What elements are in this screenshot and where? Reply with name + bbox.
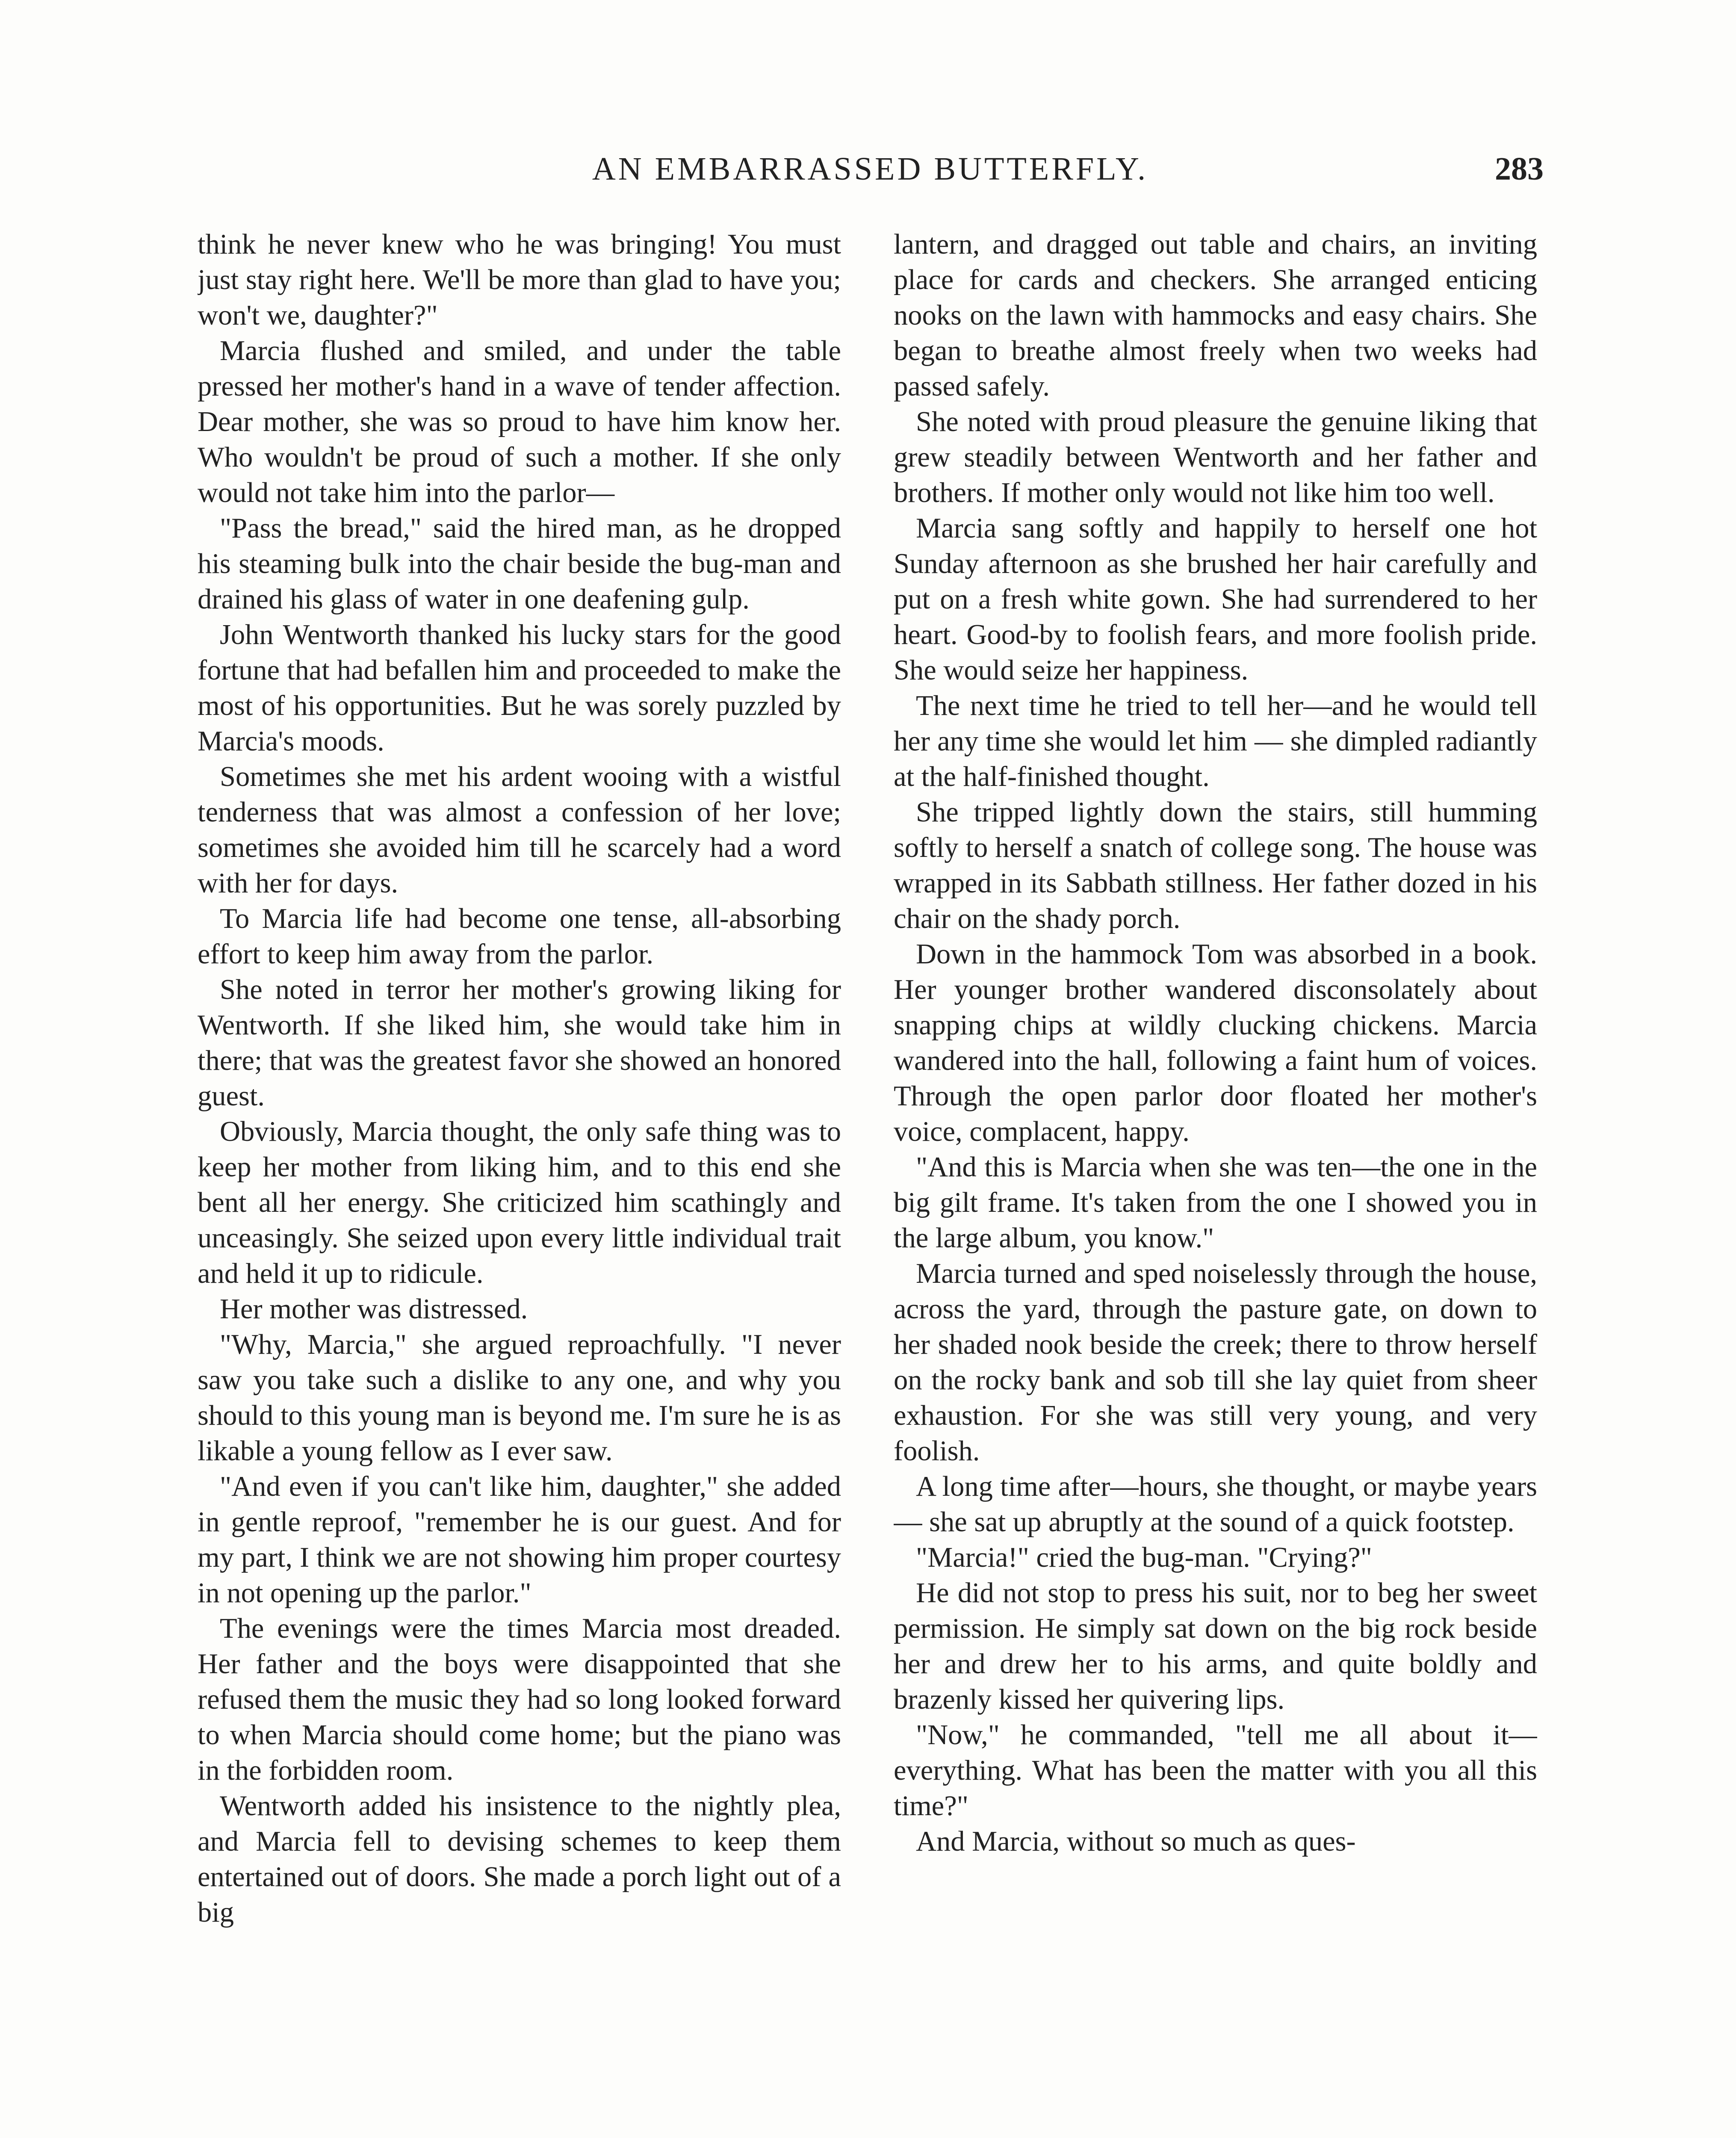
paragraph: "Pass the bread," said the hired man, as he dropped his steaming bulk into the chair beside the bug-man and drained his glass of water in one deafening gulp. [198,513,841,615]
paragraph: "And even if you can't like him, daughter," she added in gentle reproof, "remember he is our guest. And for my part, I think we are not showing him proper courtesy in not opening up the parlor." [198,1471,841,1609]
paragraph: Marcia turned and sped noiselessly through the house, across the yard, through the pasture gate, on down to her shaded nook beside the creek; there to throw herself on the rocky bank and sob till she lay quiet from sheer exhaustion. For she was still very young, and very foolish. [894,1258,1537,1467]
paragraph: Marcia flushed and smiled, and under the table pressed her mother's hand in a wave of tender affection. Dear mother, she was so proud to have him know her. Who wouldn't be proud of such a mother. If she only would not take him into the parlor— [198,335,841,508]
paragraph: Obviously, Marcia thought, the only safe thing was to keep her mother from liking him, and to this end she bent all her energy. She criticized him scathingly and unceasingly. She seized upon every little individual trait and held it up to ridicule. [198,1116,841,1289]
paragraph: A long time after—hours, she thought, or maybe years — she sat up abruptly at the sound of a quick footstep. [894,1471,1537,1538]
paragraph: lantern, and dragged out table and chairs, an inviting place for cards and checkers. She arranged enticing nooks on the lawn with hammocks and easy chairs. She began to breathe almost freely when two weeks had passed safely. [894,229,1537,402]
paragraph: The evenings were the times Marcia most dreaded. Her father and the boys were disappointed that she refused them the music they had so long looked forward to when Marcia should come home; but the piano was in the forbidden room. [198,1613,841,1786]
paragraph: Wentworth added his insistence to the nightly plea, and Marcia fell to devising schemes to keep them entertained out of doors. She made a porch light out of a big [198,1790,841,1928]
paragraph: And Marcia, without so much as ques- [916,1826,1356,1857]
paragraph: think he never knew who he was bringing! You must just stay right here. We'll be more than glad to have you; won't we, daughter?" [198,229,841,331]
paragraph: "Now," he commanded, "tell me all about it—everything. What has been the matter with you all this time?" [894,1719,1537,1822]
paragraph: Sometimes she met his ardent wooing with a wistful tenderness that was almost a confession of her love; sometimes she avoided him till he scarcely had a word with her for days. [198,761,841,899]
paragraph: John Wentworth thanked his lucky stars for the good fortune that had befallen him and proceeded to make the most of his opportunities. But he was sorely puzzled by Marcia's moods. [198,619,841,757]
paragraph: "Marcia!" cried the bug-man. "Crying?" [916,1542,1372,1573]
paragraph: He did not stop to press his suit, nor to beg her sweet permission. He simply sat down on the big rock beside her and drew her to his arms, and quite boldly and brazenly kissed her quivering lips. [894,1577,1537,1715]
paragraph: The next time he tried to tell her—and he would tell her any time she would let him — she dimpled radiantly at the half-finished thought. [894,690,1537,792]
paragraph: "Why, Marcia," she argued reproachfully. "I never saw you take such a dislike to any one, and why you should to this young man is beyond me. I'm sure he is as likable a young fellow as I ever saw. [198,1329,841,1467]
paragraph: She noted in terror her mother's growing liking for Wentworth. If she liked him, she would take him in there; that was the greatest favor she showed an honored guest. [198,974,841,1112]
running-head [197,143,1544,195]
running-title: AN EMBARRASSED BUTTERFLY. [592,151,1148,187]
left-text-column [198,227,841,2138]
paragraph: Down in the hammock Tom was absorbed in a book. Her younger brother wandered disconsolately about snapping chips at wildly clucking chickens. Marcia wandered into the hall, following a faint hum of voices. Through the open parlor door floated her mother's voice, complacent, happy. [894,939,1537,1147]
right-text-column [894,227,1537,2138]
paragraph: "And this is Marcia when she was ten—the one in the big gilt frame. It's taken from the one I showed you in the large album, you know." [894,1152,1537,1254]
paragraph: Marcia sang softly and happily to herself one hot Sunday afternoon as she brushed her hair carefully and put on a fresh white gown. She had surrendered to her heart. Good-by to foolish fears, and more foolish pride. She would seize her happiness. [894,513,1537,686]
page-number: 283 [1495,151,1544,187]
paragraph: She noted with proud pleasure the genuine liking that grew steadily between Wentworth and her father and brothers. If mother only would not like him too well. [894,406,1537,508]
paragraph: She tripped lightly down the stairs, still humming softly to herself a snatch of college song. The house was wrapped in its Sabbath stillness. Her father dozed in his chair on the shady porch. [894,797,1537,934]
paragraph: To Marcia life had become one tense, all-absorbing effort to keep him away from the parlor. [198,903,841,970]
paragraph: Her mother was distressed. [220,1293,528,1325]
